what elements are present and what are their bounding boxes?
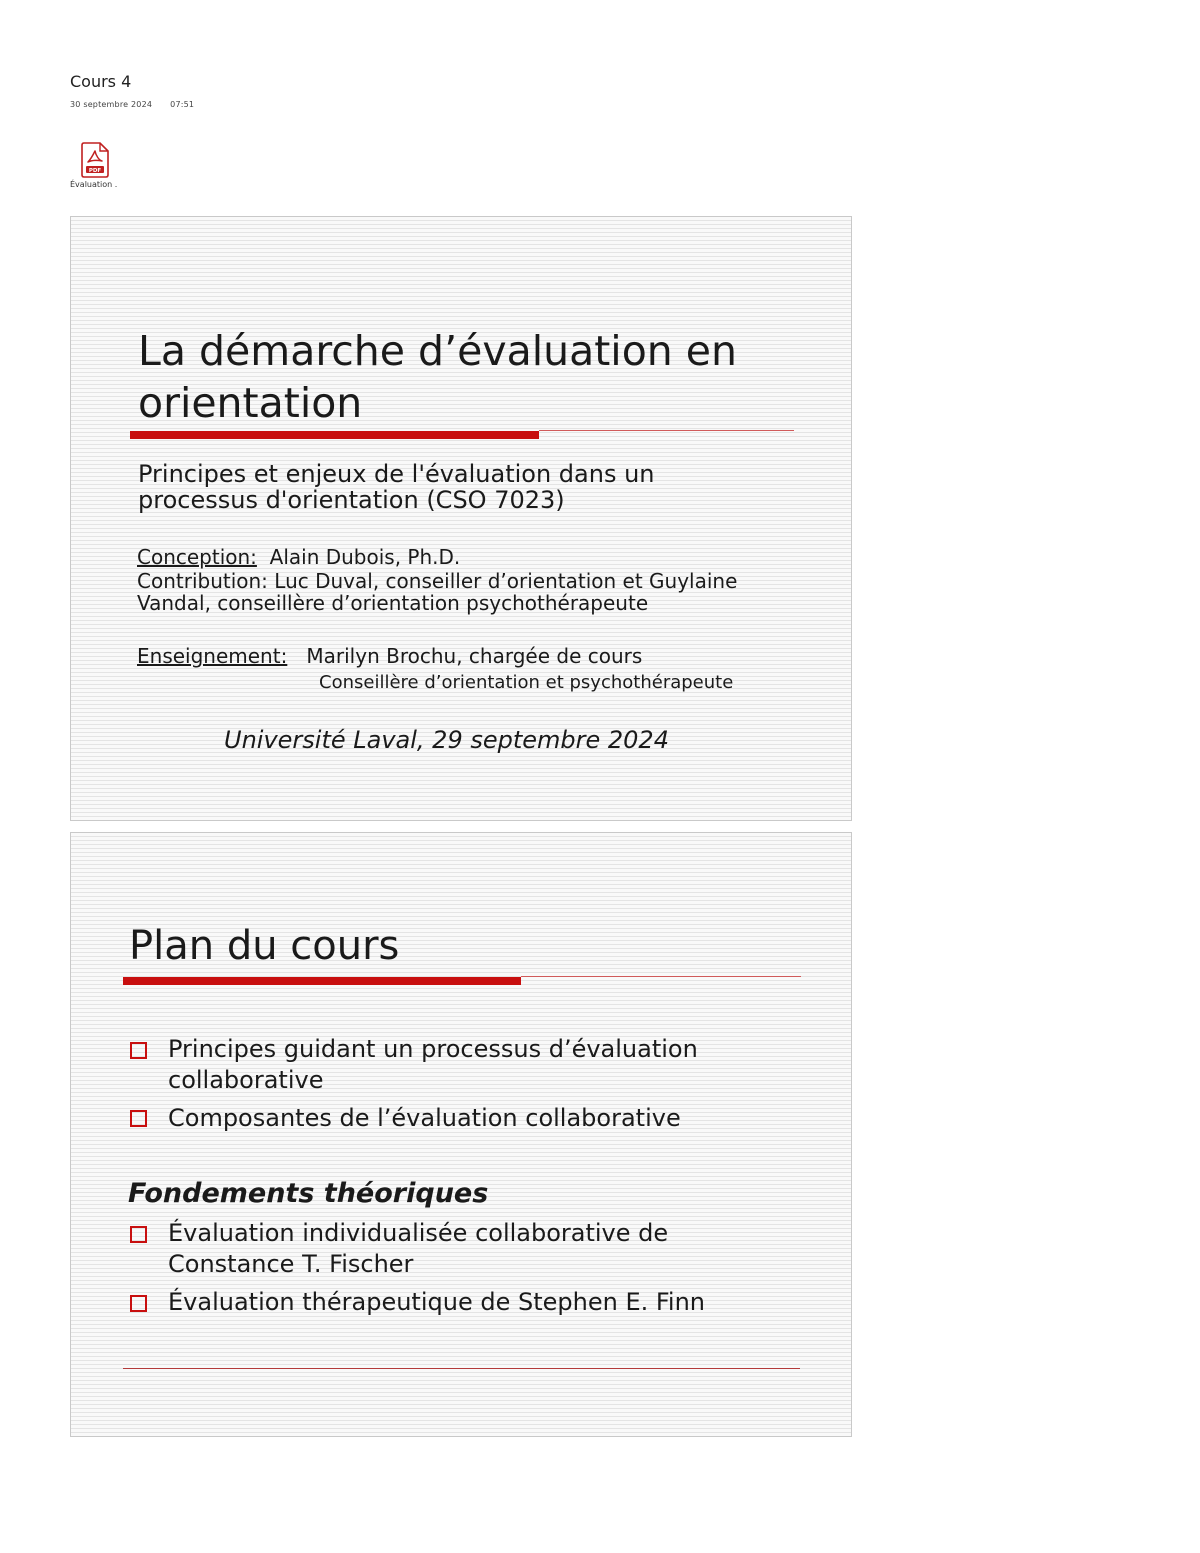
university-date: Université Laval, 29 septembre 2024 xyxy=(224,726,669,754)
section-heading: Fondements théoriques xyxy=(128,1178,489,1209)
teaching-role: Conseillère d’orientation et psychothérapeute xyxy=(319,672,734,693)
conception-value: Alain Dubois, Ph.D. xyxy=(269,545,461,569)
title-underline-thin xyxy=(539,430,794,431)
list-item: Composantes de l’évaluation collaborative xyxy=(168,1104,681,1132)
list-item-line-2: Constance T. Fischer xyxy=(168,1250,414,1278)
list-item xyxy=(168,1034,698,1096)
list-item: Évaluation thérapeutique de Stephen E. Finn xyxy=(168,1288,706,1316)
title-underline-thick xyxy=(130,431,539,439)
slide-1-subtitle-line-2: processus d'orientation (CSO 7023) xyxy=(138,486,565,514)
list-item-line-1: Évaluation individualisée collaborative de xyxy=(168,1219,669,1247)
page-title: Cours 4 xyxy=(70,72,132,91)
bullet-square-icon xyxy=(130,1226,147,1243)
slide-1-title-line-2: orientation xyxy=(138,379,363,427)
list-item-line-2: collaborative xyxy=(168,1066,324,1094)
list-item xyxy=(168,1218,668,1280)
note-timestamp xyxy=(70,100,194,109)
slide-1-subtitle xyxy=(138,461,655,513)
teaching-line xyxy=(137,644,642,668)
svg-text:PDF: PDF xyxy=(88,167,102,174)
slide-1-subtitle-line-1: Principes et enjeux de l'évaluation dans un xyxy=(138,460,655,488)
pdf-file-icon xyxy=(80,142,110,178)
slide-1-title xyxy=(138,325,737,429)
slide-2 xyxy=(70,832,852,1437)
teaching-value: Marilyn Brochu, chargée de cours xyxy=(306,644,643,668)
title-underline-thin xyxy=(521,976,801,977)
conception-line xyxy=(137,545,460,569)
slide-2-title: Plan du cours xyxy=(129,923,400,969)
attachment-filename: Évaluation . xyxy=(70,180,118,189)
contribution-line-2: Vandal, conseillère d’orientation psychothérapeute xyxy=(137,591,649,615)
note-time: 07:51 xyxy=(170,100,195,109)
note-date: 30 septembre 2024 xyxy=(70,100,153,109)
contribution-text xyxy=(137,570,737,614)
teaching-label: Enseignement: xyxy=(137,644,288,668)
slide-1 xyxy=(70,216,852,821)
slide-1-title-line-1: La démarche d’évaluation en xyxy=(138,327,738,375)
footer-rule xyxy=(123,1368,800,1369)
list-item-line-1: Principes guidant un processus d’évaluation xyxy=(168,1035,698,1063)
title-underline-thick xyxy=(123,977,521,985)
contribution-line-1: Contribution: Luc Duval, conseiller d’orientation et Guylaine xyxy=(137,569,738,593)
bullet-square-icon xyxy=(130,1042,147,1059)
bullet-square-icon xyxy=(130,1110,147,1127)
conception-label: Conception: xyxy=(137,545,257,569)
bullet-square-icon xyxy=(130,1295,147,1312)
